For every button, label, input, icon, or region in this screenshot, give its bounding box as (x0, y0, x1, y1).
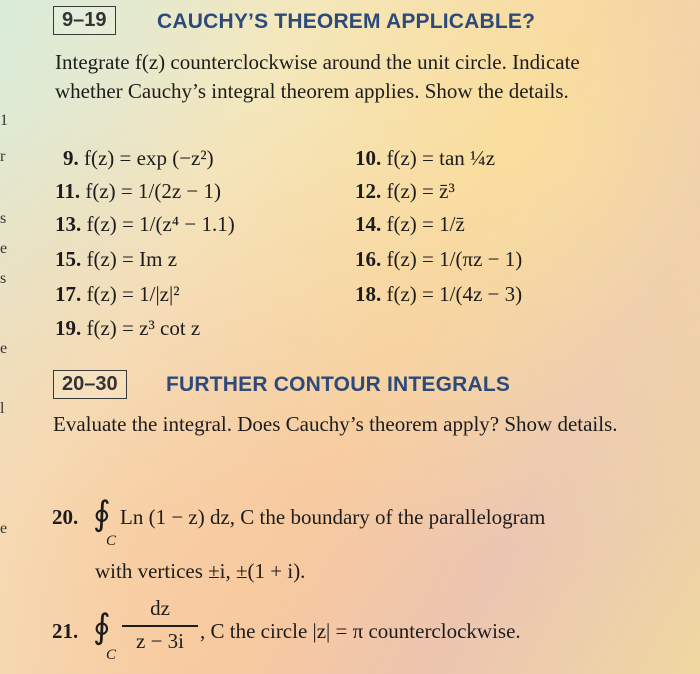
problem-item: 17. f(z) = 1/|z|² (55, 282, 180, 306)
problem-item: 19. f(z) = z³ cot z (55, 316, 201, 340)
problem-20-text-cont: with vertices ±i, ±(1 + i). (95, 559, 306, 583)
problem-20-number: 20. (52, 505, 79, 529)
contour-subscript: C (106, 647, 117, 663)
section-range-box: 9–19 (53, 6, 116, 35)
contour-subscript: C (106, 533, 117, 549)
problem-item: 14. f(z) = 1/z̄ (355, 212, 465, 236)
problem-item: 9. f(z) = exp (−z²) (63, 146, 214, 170)
problem-21-text: , C the circle |z| = π counterclockwise. (200, 619, 521, 643)
contour-integral-icon: ∮ (93, 496, 111, 533)
section-instruction: Evaluate the integral. Does Cauchy’s theorem apply? Show details. (53, 412, 618, 436)
problem-item: 11. f(z) = 1/(2z − 1) (55, 179, 221, 203)
problem-item: 10. f(z) = tan ¼z (355, 146, 496, 170)
problem-item: 13. f(z) = 1/(z⁴ − 1.1) (55, 212, 235, 236)
fraction-numerator: dz (150, 596, 170, 620)
edge-fragment: s (0, 270, 7, 287)
section-heading: FURTHER CONTOUR INTEGRALS (166, 373, 511, 396)
fraction-denominator: z − 3i (136, 629, 184, 653)
section-instruction: Integrate f(z) counterclockwise around the unit circle. Indicate whether Cauchy’s integral theorem applies. Show the details. (55, 50, 580, 103)
problem-item: 18. f(z) = 1/(4z − 3) (355, 282, 523, 306)
problem-20-text: Ln (1 − z) dz, C the boundary of the parallelogram (120, 505, 546, 529)
problem-item: 12. f(z) = z̄³ (355, 179, 455, 203)
edge-fragment: e (0, 340, 8, 357)
edge-fragment: e (0, 240, 8, 257)
section-heading: CAUCHY’S THEOREM APPLICABLE? (157, 10, 536, 33)
edge-fragment: l (0, 400, 5, 417)
edge-fragment: r (0, 148, 6, 165)
edge-fragment: 1 (0, 112, 8, 129)
edge-fragment: e (0, 520, 8, 537)
problem-21-number: 21. (52, 619, 79, 643)
problem-item: 15. f(z) = Im z (55, 247, 178, 271)
section-range-box: 20–30 (53, 370, 127, 399)
contour-integral-icon: ∮ (93, 609, 111, 646)
problem-item: 16. f(z) = 1/(πz − 1) (355, 247, 523, 271)
edge-fragment: s (0, 210, 7, 227)
fraction-bar (122, 625, 198, 627)
